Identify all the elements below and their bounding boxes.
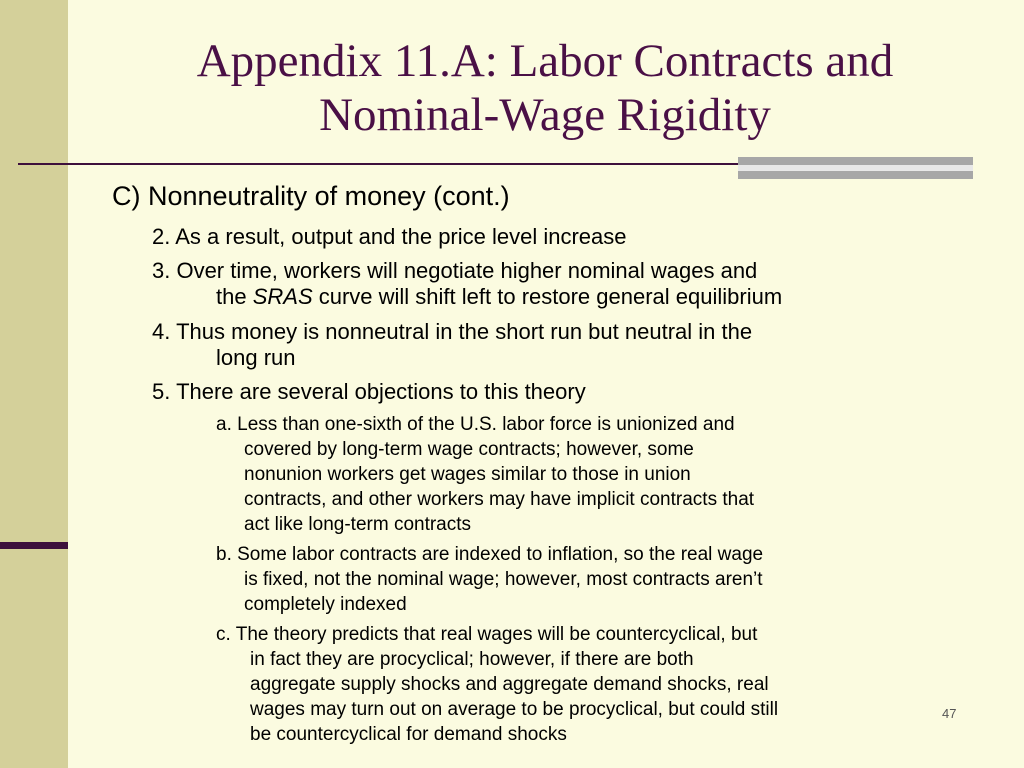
objection-c-line-1: c. The theory predicts that real wages will be countercyclical, but xyxy=(216,624,758,645)
objection-c-line-4: wages may turn out on average to be procyclical, but could still xyxy=(250,699,779,720)
objection-c-line-3: aggregate supply shocks and aggregate demand shocks, real xyxy=(250,674,769,695)
sidebar-band xyxy=(0,0,68,768)
point-3-line-2 xyxy=(216,284,782,310)
title-divider xyxy=(18,163,738,165)
point-3-text-b: curve will shift left to restore general equilibrium xyxy=(312,284,783,309)
section-heading: C) Nonneutrality of money (cont.) xyxy=(112,181,510,211)
objection-b-line-1: b. Some labor contracts are indexed to inflation, so the real wage xyxy=(216,544,764,565)
objection-b-line-2: is fixed, not the nominal wage; however, most contracts aren’t xyxy=(244,569,763,590)
objection-a-line-4: contracts, and other workers may have implicit contracts that xyxy=(244,489,755,510)
page-number: 47 xyxy=(942,706,957,721)
point-3-text-a: the xyxy=(216,284,253,309)
objection-c-line-5: be countercyclical for demand shocks xyxy=(250,724,567,745)
point-3-line-1: 3. Over time, workers will negotiate higher nominal wages and xyxy=(152,258,758,283)
objection-a-line-3: nonunion workers get wages similar to those in union xyxy=(244,464,691,485)
title-line-1: Appendix 11.A: Labor Contracts and xyxy=(196,35,894,87)
sras-term: SRAS xyxy=(252,284,313,309)
objection-b-line-3: completely indexed xyxy=(244,594,407,615)
decorative-gray-block xyxy=(738,157,973,179)
point-5: 5. There are several objections to this theory xyxy=(152,379,586,404)
point-4-line-2: long run xyxy=(216,345,296,370)
point-4-line-1: 4. Thus money is nonneutral in the short run but neutral in the xyxy=(152,319,753,344)
objection-a-line-2: covered by long-term wage contracts; however, some xyxy=(244,439,694,460)
objection-c-line-2: in fact they are procyclical; however, if there are both xyxy=(250,649,694,670)
point-2: 2. As a result, output and the price level increase xyxy=(152,224,627,249)
slide-title xyxy=(80,34,1010,142)
title-line-2: Nominal-Wage Rigidity xyxy=(319,89,771,141)
sidebar-accent-bar xyxy=(0,542,68,549)
objection-a-line-1: a. Less than one-sixth of the U.S. labor force is unionized and xyxy=(216,414,735,435)
objection-a-line-5: act like long-term contracts xyxy=(244,514,472,535)
